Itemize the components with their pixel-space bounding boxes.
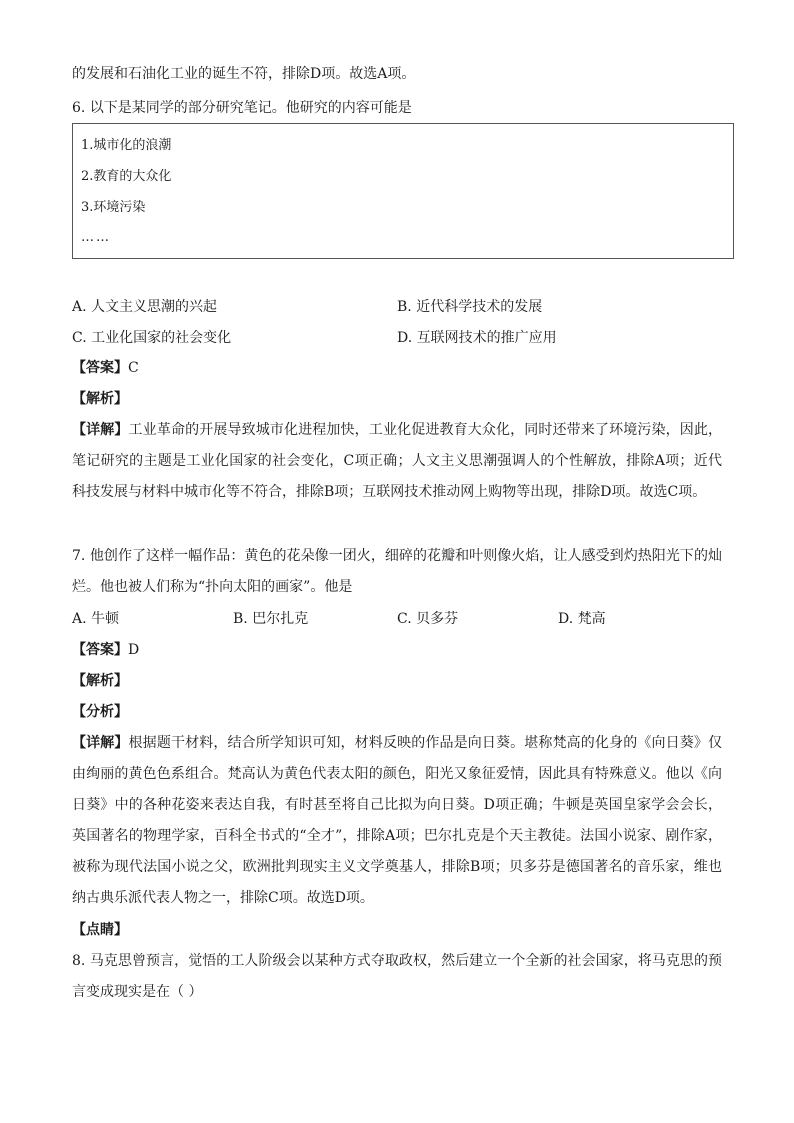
question-stem: 8. 马克思曾预言，觉悟的工人阶级会以某种方式夺取政权，然后建立一个全新的社会国家，将马克思的预言变成现实是在（ ）: [72, 953, 722, 1000]
detail-tag: 【详解】: [72, 735, 129, 751]
option-a: A. 牛顿: [72, 611, 120, 627]
dianjing-tag: 【点睛】: [72, 922, 128, 938]
detail-paragraph: [72, 415, 722, 508]
detail-tag: 【详解】: [72, 422, 129, 438]
question-stem: 6. 以下是某同学的部分研究笔记。他研究的内容可能是: [72, 100, 412, 116]
option-c: C. 工业化国家的社会变化: [72, 330, 232, 346]
option-d: D. 梵高: [558, 611, 606, 627]
option-a: A. 人文主义思潮的兴起: [72, 299, 218, 315]
note-item: 3.环境污染: [81, 200, 146, 215]
previous-answer-tail: 的发展和石油化工业的诞生不符，排除D项。故选A项。: [72, 66, 416, 82]
answer-value: D: [128, 642, 140, 658]
detail-text: 根据题干材料，结合所学知识可知，材料反映的作品是向日葵。堪称梵高的化身的《向日葵》仅由绚丽的黄色色系组合。梵高认为黄色代表太阳的颜色，阳光又象征爱情，因此具有特殊意义。他以《向日葵》中的各种花姿来表达自我，有时甚至将自己比拟为向日葵。D项正确；牛顿是英国皇家学会会长，英国著名的物理学家，百科全书式的“全才”，排除A项；巴尔扎克是个天主教徒。法国小说家、剧作家，被称为现代法国小说之父，欧洲批判现实主义文学奠基人，排除B项；贝多芬是德国著名的音乐家，维也纳古典乐派代表人物之一，排除C项。故选D项。: [72, 735, 723, 906]
note-item: 1.城市化的浪潮: [81, 138, 172, 153]
answer-line: [72, 640, 139, 660]
fenxi-tag: 【分析】: [72, 704, 128, 720]
detail-text: 工业革命的开展导致城市化进程加快，工业化促进教育大众化，同时还带来了环境污染，因此，笔记研究的主题是工业化国家的社会变化，C项正确；人文主义思潮强调人的个性解放，排除A项；近代科技发展与材料中城市化等不符合，排除B项；互联网技术推动网上购物等出现，排除D项。故选C项。: [72, 422, 723, 500]
note-ellipsis: ……: [81, 230, 111, 245]
option-b: B. 巴尔扎克: [233, 611, 309, 627]
analysis-tag: 【解析】: [72, 391, 128, 407]
note-item: 2.教育的大众化: [81, 169, 172, 184]
option-d: D. 互联网技术的推广应用: [397, 330, 557, 346]
answer-tag: 【答案】: [72, 360, 128, 376]
question-stem: 7. 他创作了这样一幅作品：黄色的花朵像一团火，细碎的花瓣和叶则像火焰，让人感受到灼热阳光下的灿烂。他也被人们称为“扑向太阳的画家”。他是: [72, 548, 722, 595]
answer-tag: 【答案】: [72, 642, 128, 658]
research-notes-box: [72, 123, 734, 259]
detail-paragraph: [72, 728, 722, 914]
option-b: B. 近代科学技术的发展: [397, 299, 543, 315]
answer-line: [72, 358, 139, 378]
answer-value: C: [128, 360, 139, 376]
option-c: C. 贝多芬: [397, 611, 459, 627]
analysis-tag: 【解析】: [72, 673, 128, 689]
